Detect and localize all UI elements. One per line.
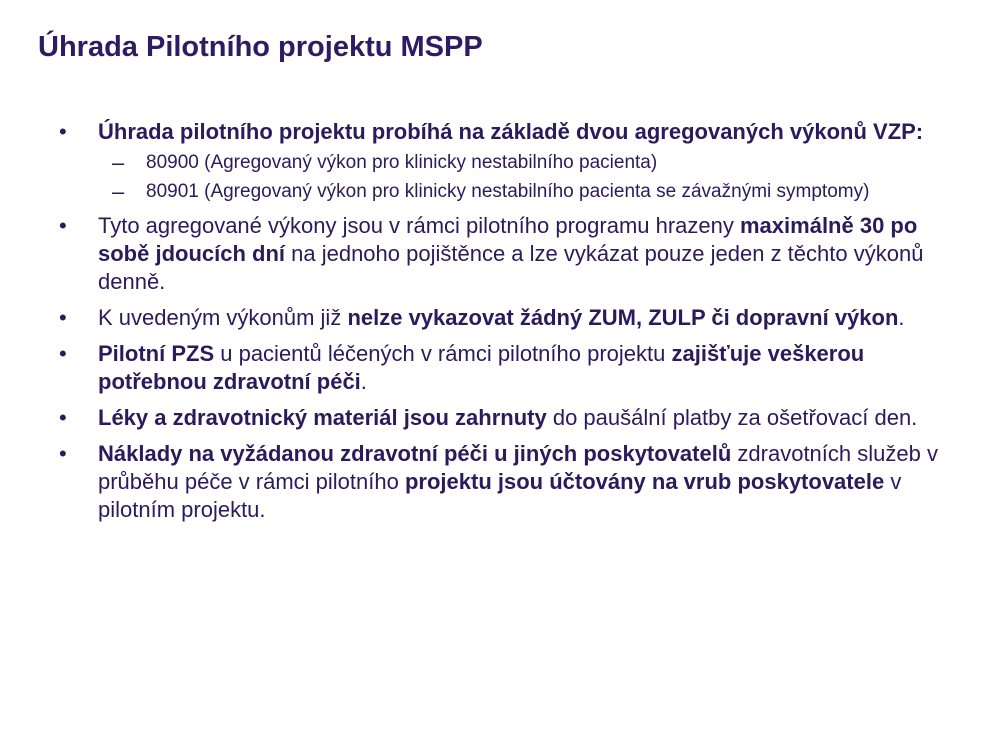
bullet-marker: • bbox=[59, 213, 67, 238]
sub-bullet-text: 80900 (Agregovaný výkon pro klinicky nestabilního pacienta) bbox=[146, 152, 658, 173]
bullet-text-segment: . bbox=[360, 369, 367, 394]
bullet-text bbox=[98, 440, 945, 524]
bullet-text-segment: na jednoho pojištěnce a lze vykázat pouze jeden z těchto výkonů denně. bbox=[98, 241, 924, 294]
sub-bullet-list bbox=[98, 150, 945, 204]
bullet-text-segment: Tyto agregované výkony jsou v rámci pilotního programu hrazeny bbox=[98, 213, 740, 238]
bullet-text-bold: Léky a zdravotnický materiál jsou zahrnuty bbox=[98, 405, 547, 430]
bullet-text-bold: Pilotní PZS bbox=[98, 341, 215, 366]
bullet-text-bold: nelze vykazovat žádný ZUM, ZULP či dopravní výkon bbox=[347, 305, 899, 330]
bullet-item bbox=[55, 304, 945, 332]
sub-bullet-item bbox=[98, 150, 945, 175]
bullet-text-segment: do paušální platby za ošetřovací den. bbox=[546, 405, 918, 430]
bullet-text-segment: K uvedeným výkonům již bbox=[98, 305, 348, 330]
bullet-marker: • bbox=[59, 305, 67, 330]
bullet-marker: • bbox=[59, 341, 67, 366]
bullet-text bbox=[98, 212, 945, 296]
slide-title: Úhrada Pilotního projektu MSPP bbox=[38, 31, 483, 63]
bullet-text-segment: . bbox=[898, 305, 905, 330]
bullet-text-segment: u pacientů léčených v rámci pilotního projektu bbox=[214, 341, 672, 366]
bullet-text-bold: zajišťuje veškerou potřebnou zdravotní péči bbox=[98, 341, 865, 394]
bullet-item bbox=[55, 118, 945, 204]
bullet-marker: • bbox=[59, 441, 67, 466]
bullet-marker: • bbox=[59, 119, 67, 144]
bullet-text-segment: v pilotním projektu. bbox=[98, 469, 902, 522]
bullet-item bbox=[55, 212, 945, 296]
bullet-item bbox=[55, 404, 945, 432]
bullet-text bbox=[98, 340, 945, 396]
bullet-text bbox=[98, 304, 945, 332]
bullet-text-segment: zdravotních služeb v průběhu péče v rámci pilotního bbox=[98, 441, 938, 494]
bullet-text bbox=[98, 404, 945, 432]
bullet-item bbox=[55, 440, 945, 524]
bullet-item bbox=[55, 340, 945, 396]
bullet-text-bold: Náklady na vyžádanou zdravotní péči u jiných poskytovatelů bbox=[98, 441, 732, 466]
sub-bullet-marker: – bbox=[112, 179, 125, 204]
bullet-text bbox=[98, 118, 945, 146]
sub-bullet-item bbox=[98, 179, 945, 204]
bullet-text-bold: projektu jsou účtovány na vrub poskytovatele bbox=[404, 469, 885, 494]
bullet-list bbox=[55, 118, 945, 532]
sub-bullet-text: 80901 (Agregovaný výkon pro klinicky nestabilního pacienta se závažnými symptomy) bbox=[146, 181, 870, 202]
bullet-marker: • bbox=[59, 405, 67, 430]
bullet-text-bold: Úhrada pilotního projektu probíhá na základě dvou agregovaných výkonů VZP: bbox=[98, 119, 924, 144]
bullet-text-bold: maximálně 30 po sobě jdoucích dní bbox=[98, 213, 918, 266]
sub-bullet-marker: – bbox=[112, 150, 125, 175]
